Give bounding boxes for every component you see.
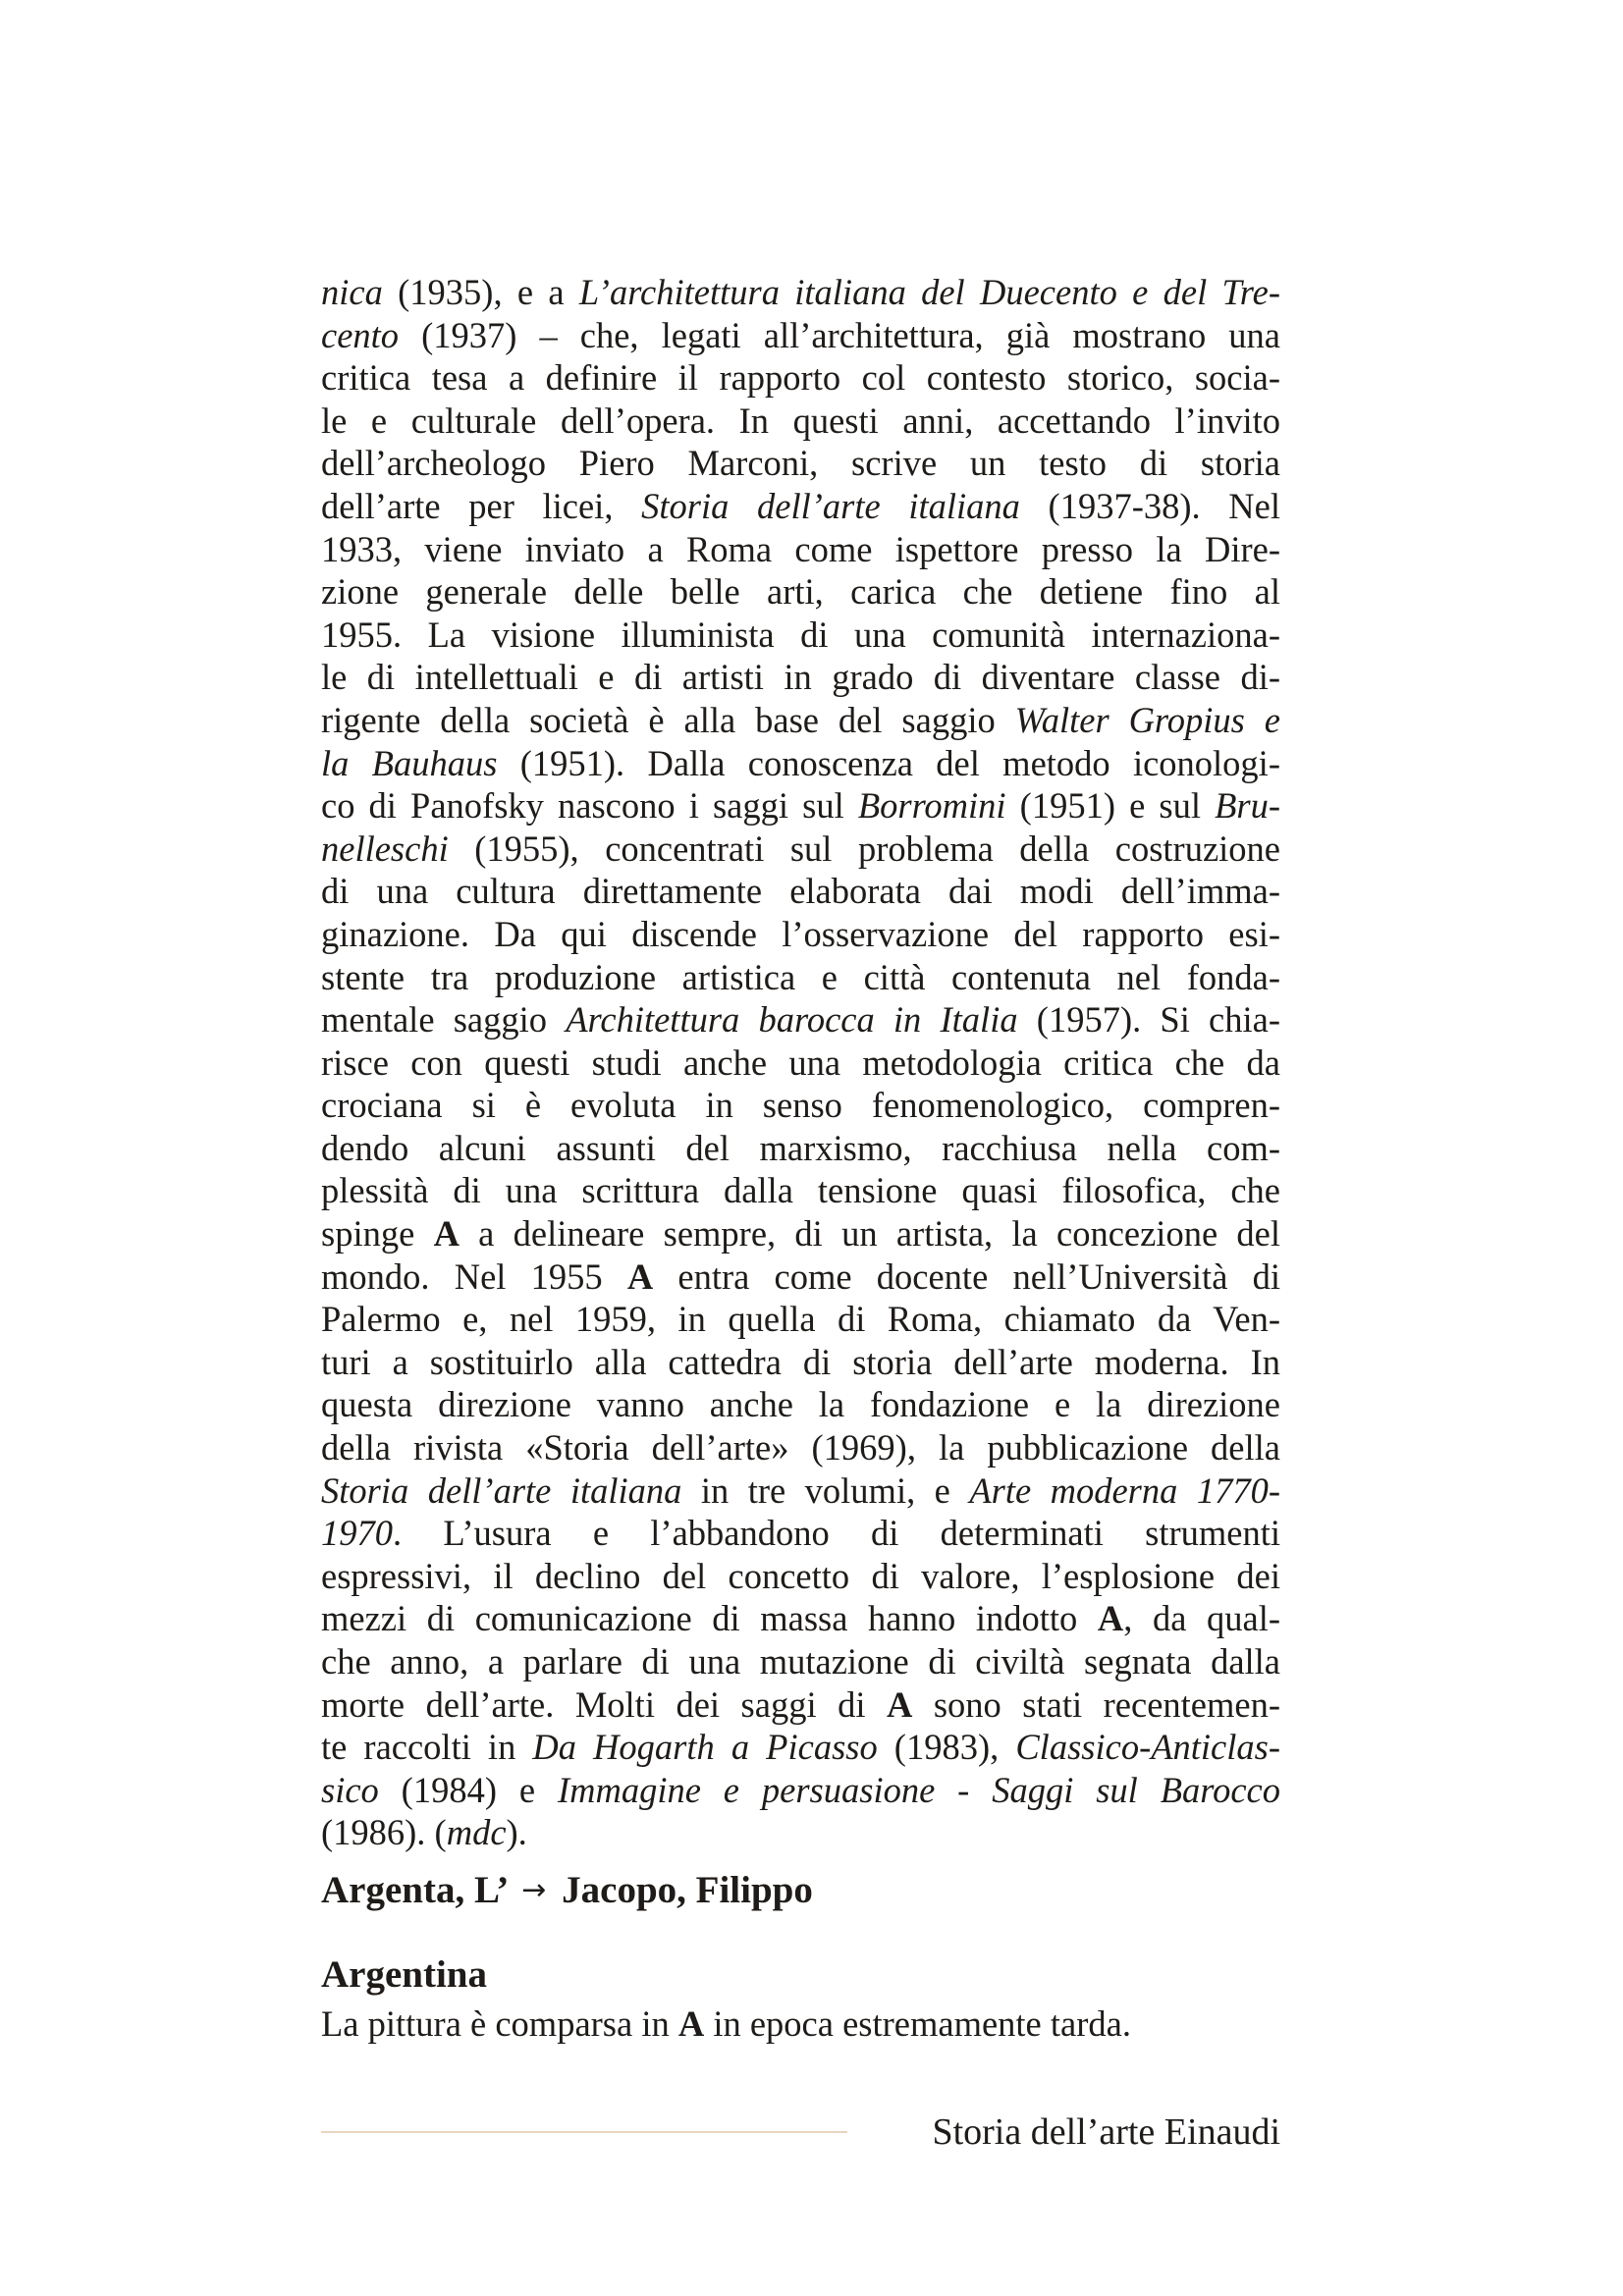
body-paragraph [321,271,1280,1854]
text-run: (1955), concentrati sul problema della costruzione [448,828,1280,869]
text-line [321,1255,1280,1299]
italic-title: Storia dell’arte italiana [641,485,1020,526]
text-run: (1951) e sul [1005,785,1216,827]
text-run: rigente della società è alla base del saggio [321,699,1015,740]
text-line [321,570,1280,614]
text-run: plessità di una scrittura dalla tensione quasi filosofica, che [321,1170,1280,1211]
text-run: (1986). ( [321,1812,447,1853]
text-line [321,1726,1280,1769]
italic-title: L’architettura italiana del Duecento e del Tre- [578,272,1280,312]
text-line [321,1811,1280,1854]
italic-title: cento [321,314,400,355]
italic-title: Classico-Anticlas- [1015,1727,1280,1768]
italic-title: Da Hogarth a Picasso [532,1727,878,1768]
text-run: te raccolti in [321,1727,533,1768]
italic-title: 1970 [321,1513,393,1554]
text-run: turi a sostituirlo alla cattedra di storia dell’arte moderna. In [321,1341,1280,1382]
text-line [321,1555,1280,1598]
text-line [321,1169,1280,1212]
text-run: (1984) e [378,1769,558,1810]
entry-heading-argenta [321,1869,813,1915]
text-run: critica tesa a definire il rapporto col contesto storico, socia- [321,357,1280,399]
text-run: della rivista «Storia dell’arte» (1969), la pubblicazione della [321,1427,1280,1468]
text-run: (1937) – che, legati all’architettura, già mostrano una [399,314,1280,355]
text-line [321,956,1280,999]
text-line [321,1769,1280,1812]
italic-title: Storia dell’arte italiana [321,1469,682,1511]
italic-title: nica [321,272,383,312]
text-run: sono stati recentemen- [912,1683,1280,1725]
footer-title: Storia dell’arte Einaudi [932,2111,1280,2153]
entry-text-argentina [321,2002,1280,2046]
italic-title: Bru- [1215,785,1281,827]
bold-abbrev: A [433,1213,460,1255]
text-line [321,614,1280,657]
text-line [321,1084,1280,1127]
text-run: espressivi, il declino del concetto di valore, l’esplosione dei [321,1555,1280,1596]
text-line [321,1469,1280,1513]
text-line [321,356,1280,400]
text-run: ). [506,1812,527,1853]
text-line [321,870,1280,913]
text-run: 1933, viene inviato a Roma come ispettore presso la Dire- [321,528,1280,569]
entry-text-part: in epoca estremamente tarda. [704,2003,1131,2044]
text-run: mezzi di comunicazione di massa hanno indotto [321,1598,1098,1639]
text-line [321,1127,1280,1170]
text-line [321,1426,1280,1469]
italic-title: Immagine e persuasione - Saggi sul Barocco [557,1769,1280,1810]
footer-rule [321,2131,847,2133]
text-line [321,1212,1280,1255]
text-run: entra come docente nell’Università di [653,1255,1280,1297]
text-run: questa direzione vanno anche la fondazione e la direzione [321,1384,1280,1425]
bold-abbrev: A [887,1683,913,1725]
text-line [321,271,1280,314]
text-run: mondo. Nel 1955 [321,1255,627,1297]
article-continuation [321,271,1280,1854]
text-run: risce con questi studi anche una metodologia critica che da [321,1041,1280,1083]
italic-title: Arte moderna 1770- [969,1469,1281,1511]
text-run: spinge [321,1213,434,1255]
italic-title: Walter Gropius e [1014,699,1281,740]
italic-title: Architettura barocca in Italia [566,999,1018,1041]
text-line [321,1041,1280,1085]
entry-heading-argentina: Argentina [321,1953,487,1996]
text-run: (1983), [877,1727,1016,1768]
text-run: le di intellettuali e di artisti in grado di diventare classe di- [321,657,1280,698]
bold-abbrev: A [626,1255,654,1297]
text-line [321,400,1280,443]
italic-title: la Bauhaus [321,742,498,783]
italic-title: sico [321,1769,379,1810]
text-run: le e culturale dell’opera. In questi anni, accettando l’invito [321,400,1280,441]
text-line [321,913,1280,956]
text-run: Palermo e, nel 1959, in quella di Roma, chiamato da Ven- [321,1299,1280,1340]
text-run: co di Panofsky nascono i saggi sul [321,785,858,827]
text-run: che anno, a parlare di una mutazione di civiltà segnata dalla [321,1641,1280,1682]
italic-title: nelleschi [321,828,449,869]
entry-text-abbrev: A [677,2003,705,2044]
text-line [321,1597,1280,1640]
cross-reference-arrow-icon: → [521,1873,547,1907]
text-line [321,1298,1280,1341]
italic-title: mdc [446,1812,507,1853]
text-run: ginazione. Da qui discende l’osservazione del rapporto esi- [321,913,1280,954]
text-line [321,699,1280,742]
italic-title: Borromini [857,785,1006,827]
text-run: , da qual- [1123,1598,1280,1639]
text-run: mentale saggio [321,999,567,1041]
text-line [321,1341,1280,1384]
text-run: a delineare sempre, di un artista, la concezione del [459,1213,1280,1255]
text-line [321,1383,1280,1426]
text-run: (1951). Dalla conoscenza del metodo iconologi- [497,742,1280,783]
text-run: (1935), e a [382,272,579,312]
text-run: zione generale delle belle arti, carica che detiene fino al [321,571,1280,613]
text-line [321,656,1280,699]
text-run: dell’archeologo Piero Marconi, scrive un testo di storia [321,443,1280,484]
text-run: in tre volumi, e [681,1469,970,1511]
text-line [321,1512,1280,1555]
bold-abbrev: A [1097,1598,1124,1639]
entry-text-part: La pittura è comparsa in [321,2003,678,2044]
text-line [321,742,1280,785]
text-run: dell’arte per licei, [321,485,642,526]
text-line [321,998,1280,1041]
text-line [321,314,1280,357]
text-run: morte dell’arte. Molti dei saggi di [321,1683,887,1725]
entry-name: Argenta, L’ [321,1869,507,1911]
text-line [321,828,1280,871]
text-run: dendo alcuni assunti del marxismo, racchiusa nella com- [321,1127,1280,1168]
text-run: di una cultura direttamente elaborata dai modi dell’imma- [321,871,1280,912]
text-run: (1937-38). Nel [1019,485,1281,526]
text-run: (1957). Si chia- [1017,999,1280,1041]
text-line [321,485,1280,528]
cross-reference-target: Jacopo, Filippo [562,1869,813,1911]
text-run: . L’usura e l’abbandono di determinati strumenti [393,1513,1280,1554]
text-run: crociana si è evoluta in senso fenomenologico, compren- [321,1085,1280,1126]
text-line [321,442,1280,485]
text-run: 1955. La visione illuminista di una comunità internaziona- [321,614,1280,655]
text-line [321,1640,1280,1683]
text-line [321,528,1280,571]
text-run: stente tra produzione artistica e città contenuta nel fonda- [321,956,1280,997]
text-line [321,1683,1280,1727]
text-line [321,784,1280,828]
